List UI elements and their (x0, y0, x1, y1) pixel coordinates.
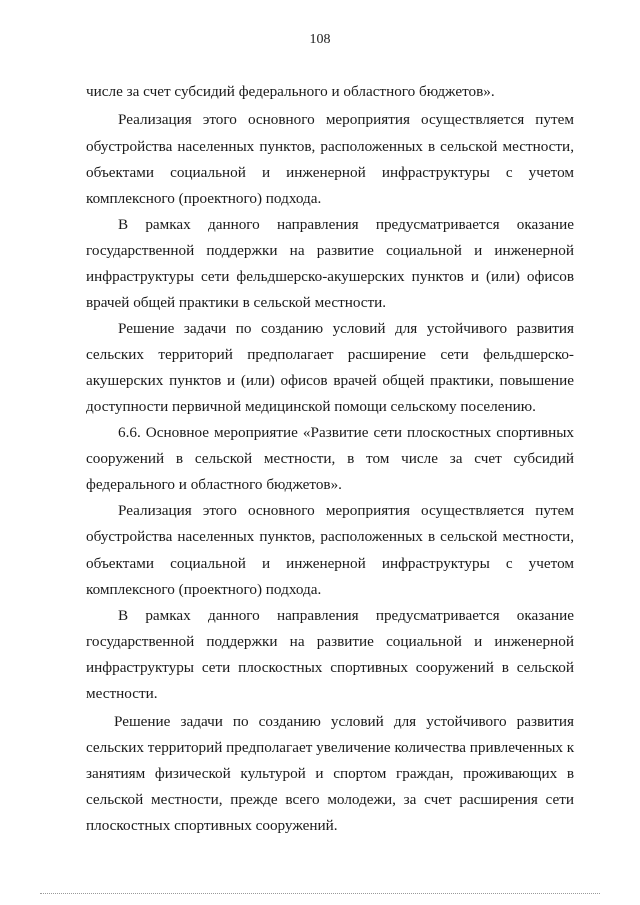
text-line: сельских территорий предполагает увеличение количества привлеченных к (86, 739, 575, 756)
scan-edge-divider (40, 893, 600, 894)
text-line: обустройства населенных пунктов, расположенных в сельской местности, (86, 528, 574, 545)
text-line: Решение задачи по созданию условий для устойчивого развития (118, 320, 574, 337)
text-line: числе за счет субсидий федерального и областного бюджетов». (86, 83, 495, 100)
text-line: Реализация этого основного мероприятия осуществляется путем (118, 502, 574, 519)
text-line: государственной поддержки на развитие социальной и инженерной (86, 633, 574, 650)
text-line: плоскостных спортивных сооружений. (86, 817, 338, 834)
text-line: объектами социальной и инженерной инфраструктуры с учетом (86, 555, 574, 572)
text-line: Реализация этого основного мероприятия осуществляется путем (118, 111, 574, 128)
text-line: комплексного (проектного) подхода. (86, 581, 322, 598)
text-line: акушерских пунктов и (или) офисов врачей общей практики, повышение (86, 372, 574, 389)
text-line: комплексного (проектного) подхода. (86, 190, 322, 207)
text-line: государственной поддержки на развитие социальной и инженерной (86, 242, 574, 259)
text-line: инфраструктуры сети фельдшерско-акушерских пунктов и (или) офисов (86, 268, 574, 285)
text-line: В рамках данного направления предусматривается оказание (118, 216, 574, 233)
text-line: сооружений в сельской местности, в том числе за счет субсидий (86, 450, 574, 467)
text-line: местности. (86, 685, 158, 702)
text-line: обустройства населенных пунктов, расположенных в сельской местности, (86, 138, 574, 155)
text-line: В рамках данного направления предусматривается оказание (118, 607, 574, 624)
text-line: Решение задачи по созданию условий для устойчивого развития (114, 713, 574, 730)
text-line: доступности первичной медицинской помощи сельскому поселению. (86, 398, 536, 415)
text-line: объектами социальной и инженерной инфраструктуры с учетом (86, 164, 574, 181)
text-line: сельской местности, прежде всего молодежи, за счет расширения сети (86, 791, 574, 808)
text-line: сельских территорий предполагает расширение сети фельдшерско- (86, 346, 574, 363)
text-line: инфраструктуры сети плоскостных спортивных сооружений в сельской (86, 659, 574, 676)
page-number: 108 (309, 32, 331, 47)
text-line: врачей общей практики в сельской местности. (86, 294, 387, 311)
text-line: 6.6. Основное мероприятие «Развитие сети плоскостных спортивных (118, 424, 574, 441)
text-line: занятиям физической культурой и спортом граждан, проживающих в (86, 765, 574, 782)
text-line: федерального и областного бюджетов». (86, 476, 342, 493)
